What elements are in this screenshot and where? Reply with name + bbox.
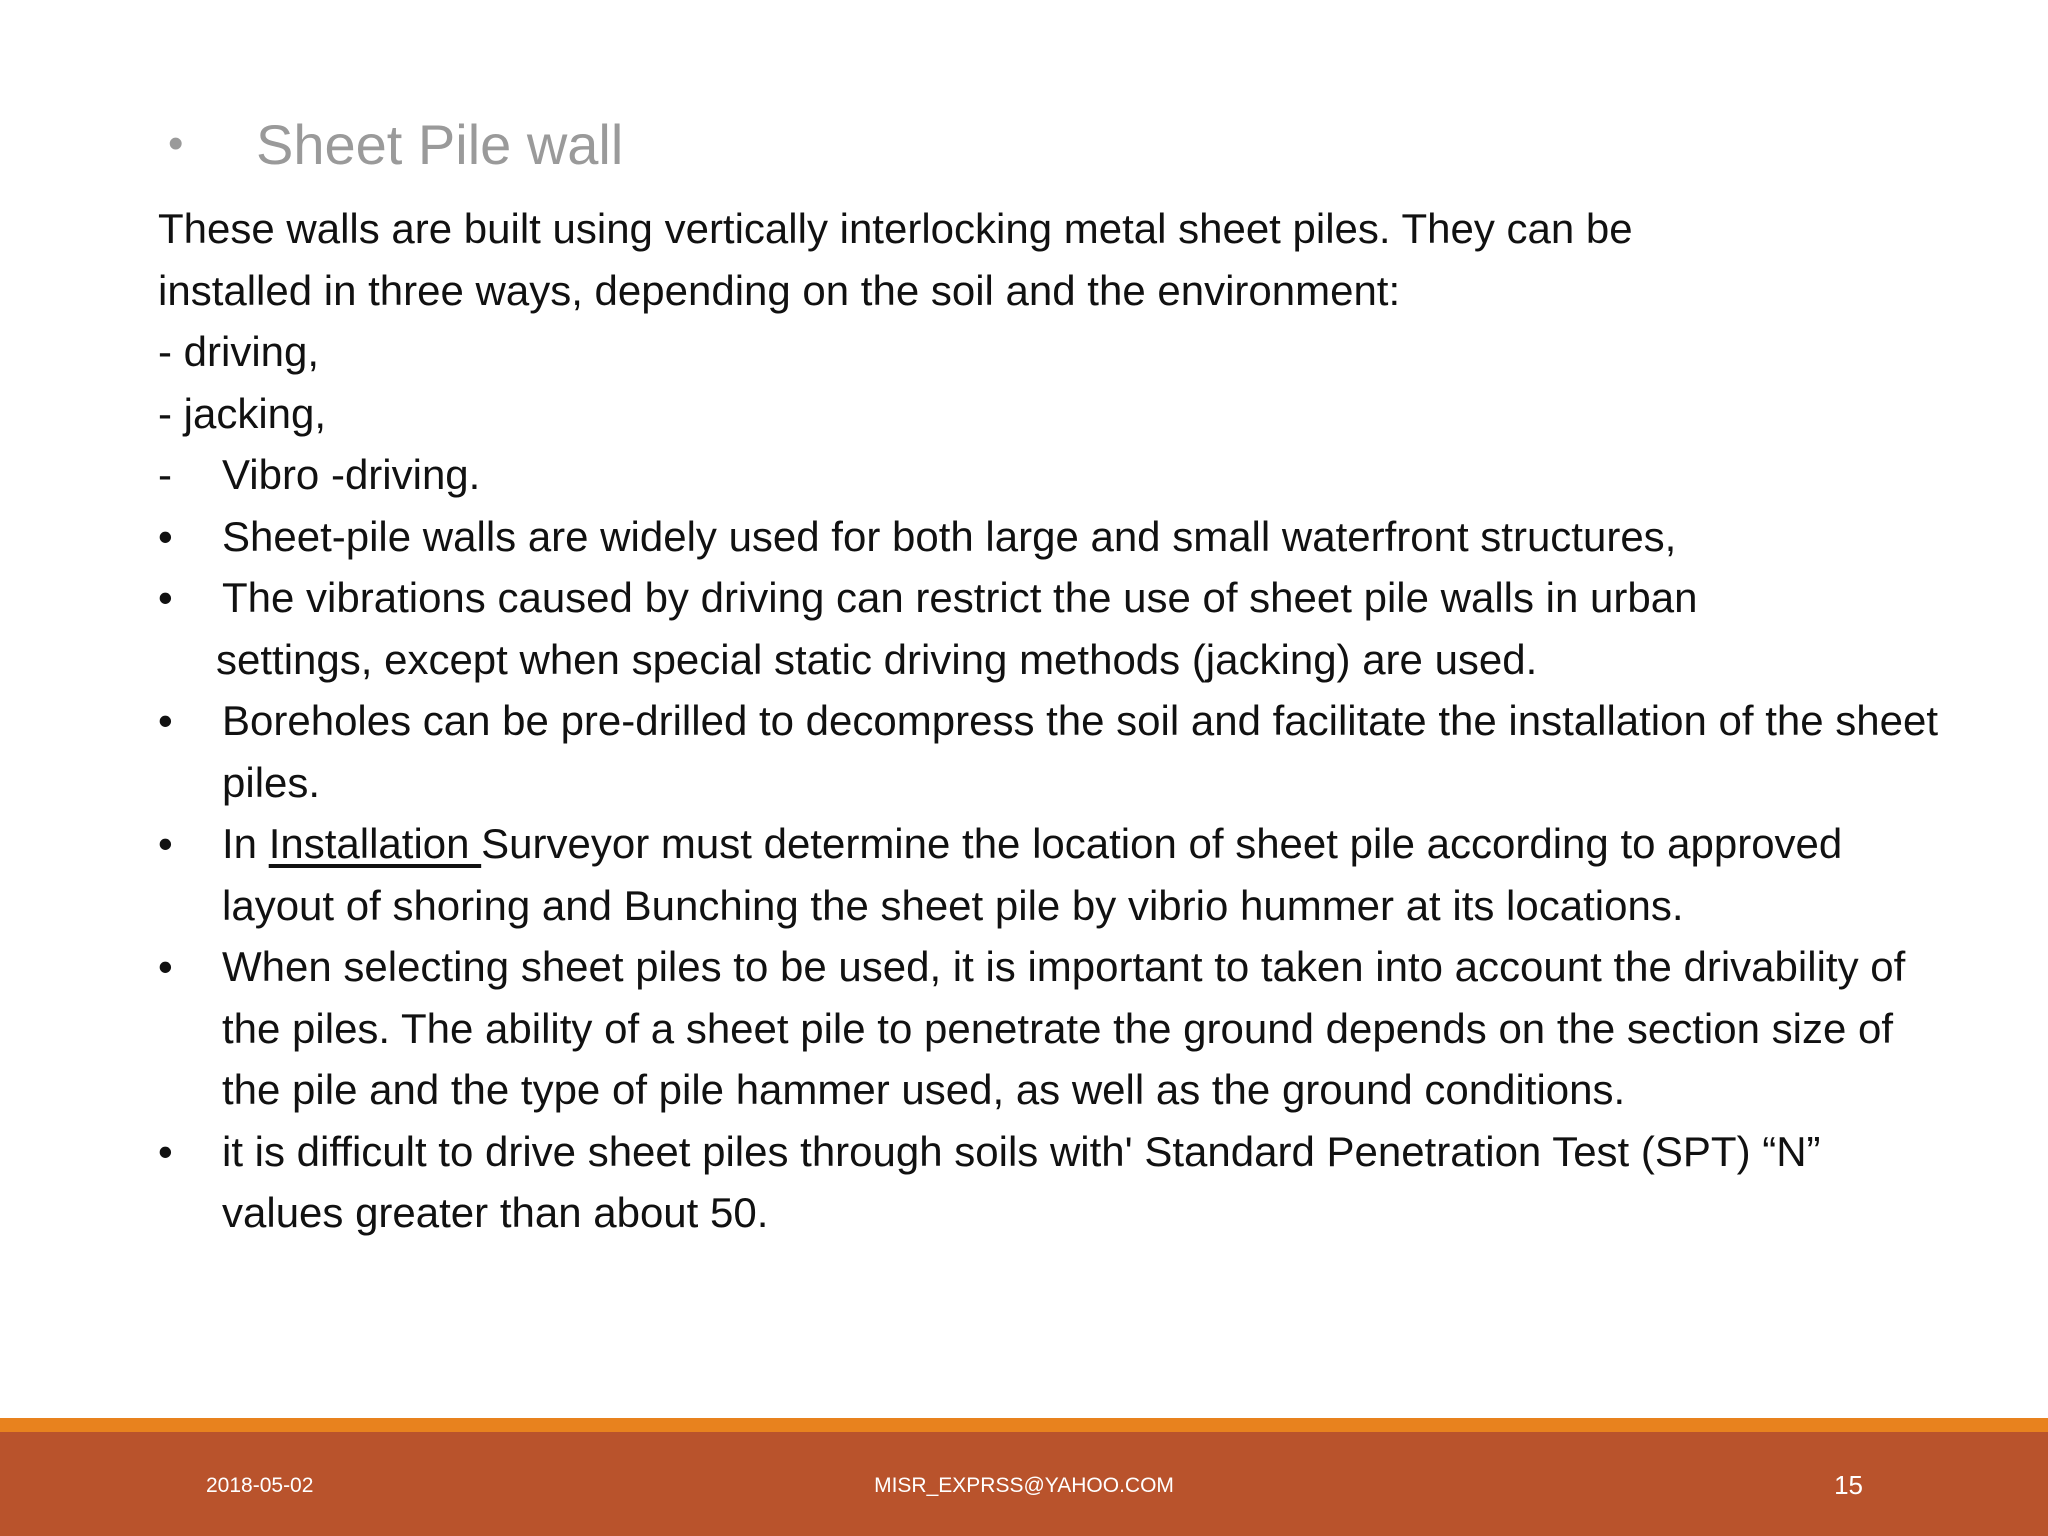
intro-line-1: These walls are built using vertically interlocking metal sheet piles. They can be bbox=[158, 205, 1633, 252]
footer-accent-stripe bbox=[0, 1418, 2048, 1432]
bullet-text-2-line-2: settings, except when special static driving methods (jacking) are used. bbox=[216, 635, 1538, 683]
footer-email: MISR_EXPRSS@YAHOO.COM bbox=[874, 1474, 1174, 1497]
slide-footer bbox=[0, 1432, 2048, 1536]
bullet-text-2 bbox=[216, 567, 1958, 690]
intro-line-2: installed in three ways, depending on the soil and the environment: bbox=[158, 266, 1401, 314]
title-bullet: • bbox=[168, 119, 184, 168]
bullet-text-5: When selecting sheet piles to be used, it is important to taken into account the drivability of the piles. The ability of a sheet pile to penetrate the ground depends on the section size of the pile and the type of pile hammer used, as well as the ground conditions. bbox=[222, 943, 1906, 1113]
bullet-text-4-prefix: In bbox=[222, 820, 269, 867]
footer-date: 2018-05-02 bbox=[206, 1474, 314, 1497]
bullet-text-6: it is difficult to drive sheet piles through soils with' Standard Penetration Test (SPT) “N” values greater than about 50. bbox=[222, 1127, 1821, 1236]
bullet-text-1: Sheet-pile walls are widely used for both large and small waterfront structures, bbox=[222, 512, 1677, 560]
slide-body bbox=[158, 198, 1958, 1244]
bullet-mark: • bbox=[158, 820, 173, 867]
bullet-item-1 bbox=[158, 506, 1958, 568]
slide-title-row bbox=[160, 104, 623, 184]
bullet-text-3: Boreholes can be pre-drilled to decompress the soil and facilitate the installation of the sheet piles. bbox=[222, 697, 1939, 806]
bullet-item-5 bbox=[158, 936, 1958, 1121]
dash-mark: - bbox=[158, 451, 172, 498]
bullet-text-4-rest: Surveyor must determine the location of sheet pile according to approved layout of shoring and Bunching the sheet pile by vibrio hummer at its locations. bbox=[222, 820, 1843, 929]
method-vibro-driving bbox=[158, 444, 1958, 506]
bullet-item-6 bbox=[158, 1121, 1958, 1244]
bullet-mark: • bbox=[158, 512, 173, 560]
installation-underlined: Installation bbox=[268, 820, 482, 867]
bullet-item-4 bbox=[158, 813, 1958, 936]
bullet-item-3 bbox=[158, 690, 1958, 813]
page-number: 15 bbox=[1834, 1470, 1863, 1500]
bullet-item-2 bbox=[158, 567, 1958, 690]
bullet-mark: • bbox=[158, 574, 173, 621]
method-driving: - driving, bbox=[158, 328, 320, 375]
bullet-mark: • bbox=[158, 943, 173, 990]
bullet-mark: • bbox=[158, 697, 173, 744]
bullet-mark: • bbox=[158, 1127, 173, 1175]
method-vibro-driving-text: Vibro -driving. bbox=[222, 451, 481, 498]
method-jacking: - jacking, bbox=[158, 389, 327, 437]
bullet-text-4 bbox=[222, 813, 1922, 936]
bullet-text-2-line-1: The vibrations caused by driving can restrict the use of sheet pile walls in urban bbox=[222, 574, 1698, 621]
slide-title: Sheet Pile wall bbox=[256, 112, 624, 176]
